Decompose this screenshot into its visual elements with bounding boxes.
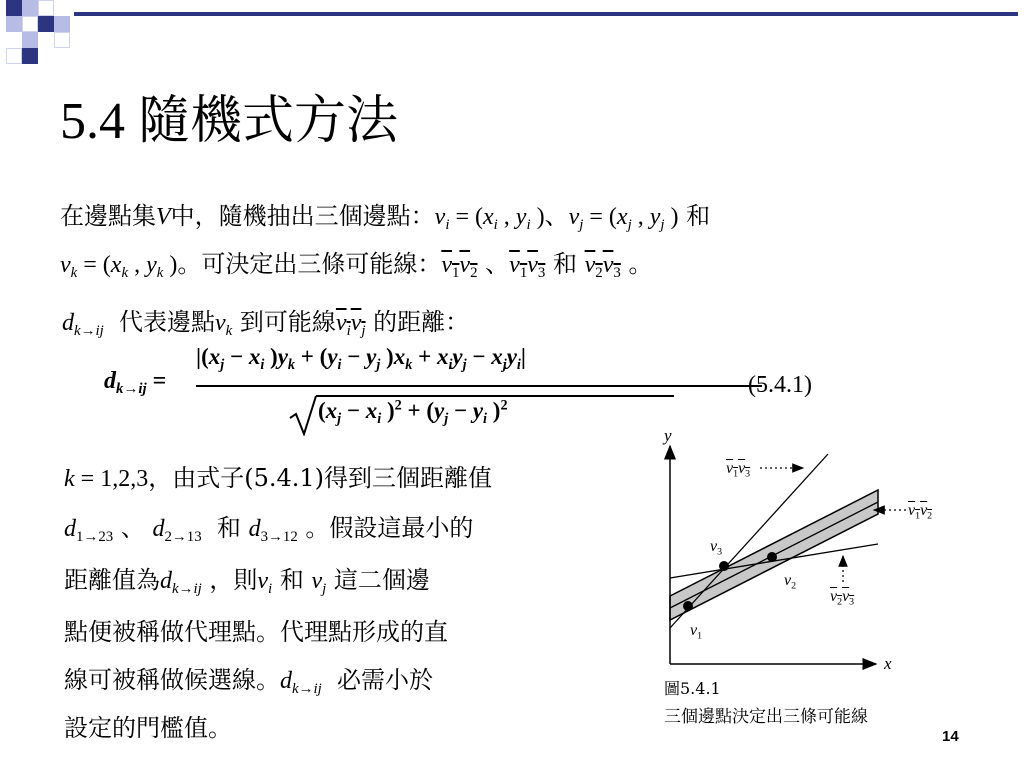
text: 。假設這最小的 bbox=[305, 514, 474, 542]
text: 在邊點集 bbox=[60, 202, 156, 230]
label-v2v3: $v_2v_3$ bbox=[830, 588, 855, 608]
header-rule bbox=[74, 12, 1018, 16]
equation-number: (5.4.1) bbox=[748, 372, 812, 398]
corner-square bbox=[54, 32, 70, 48]
text: ，由式子(5.4.1)得到三個距離值 bbox=[148, 464, 492, 492]
vk-definition: $v_k = (x_k$ , $y_k$ ) bbox=[60, 252, 178, 282]
set-V: V bbox=[156, 204, 171, 230]
text: 距離值為 bbox=[64, 566, 160, 594]
text: ，則 bbox=[209, 566, 258, 594]
vi-definition: $v_i = (x_i$ , $y_i$ ) bbox=[434, 204, 545, 234]
figure-5-4-1 bbox=[640, 420, 1020, 720]
page-number: 14 bbox=[942, 728, 959, 745]
text: 中，隨機抽出三個邊點： bbox=[170, 202, 435, 230]
paragraph2-line-2 bbox=[64, 508, 474, 546]
corner-square bbox=[22, 48, 38, 64]
corner-square bbox=[54, 16, 70, 32]
d1-symbol: $d_{1\to 23}$ bbox=[64, 516, 114, 546]
label-v1v3: $v_1v_3$ bbox=[726, 460, 751, 480]
point-v3 bbox=[719, 561, 729, 571]
paragraph2-line-3 bbox=[64, 560, 430, 598]
text: 。可決定出三條可能線： bbox=[177, 250, 442, 278]
dk-symbol: $d_{k\to ij}$ bbox=[280, 668, 322, 698]
fraction-bar bbox=[196, 385, 762, 387]
text: 的距離： bbox=[373, 308, 470, 336]
corner-square bbox=[38, 0, 54, 16]
point-v1-label: $v_1$ bbox=[690, 622, 703, 642]
paragraph2-line-4: 點便被稱做代理點。代理點形成的直 bbox=[64, 618, 448, 646]
sqrt-overline bbox=[316, 395, 674, 397]
d3-symbol: $d_{3\to 12}$ bbox=[248, 516, 298, 546]
separator: 、 bbox=[485, 250, 510, 278]
text: 必需小於 bbox=[337, 666, 434, 694]
line-v2v3: $v_2v_3$ bbox=[584, 252, 621, 282]
paragraph2-line-6: 設定的門檻值。 bbox=[64, 714, 232, 742]
line-v1v3: $v_1v_3$ bbox=[509, 252, 546, 282]
text: 線可被稱做候選線。 bbox=[64, 666, 280, 694]
separator: 、 bbox=[544, 202, 569, 230]
point-v3-label: $v_3$ bbox=[710, 538, 723, 558]
k-values: k = 1,2,3 bbox=[64, 466, 149, 492]
label-v1v2: $v_1v_2$ bbox=[908, 502, 933, 522]
conjunction: 和 bbox=[216, 514, 241, 542]
vk-symbol: $v_k$ bbox=[215, 310, 233, 340]
paragraph2-line-1 bbox=[64, 458, 492, 493]
paragraph-line-2 bbox=[60, 244, 653, 282]
equation-denominator: ($x_j - x_i$ )$^2 + (y_j - y_i$ )$^2$ bbox=[318, 397, 508, 427]
vj-symbol: $v_j$ bbox=[311, 568, 327, 598]
vj-definition: $v_j = (x_j$ , $y_j$ ) bbox=[568, 204, 679, 234]
paragraph2-line-5 bbox=[64, 660, 434, 698]
corner-square bbox=[6, 0, 22, 16]
point-v2 bbox=[767, 552, 777, 562]
separator: 、 bbox=[120, 514, 145, 542]
point-v1 bbox=[683, 601, 693, 611]
vi-symbol: $v_i$ bbox=[257, 568, 273, 598]
figure-caption-text: 三個邊點決定出三條可能線 bbox=[664, 707, 868, 727]
line-vivj: $v_iv_j$ bbox=[335, 310, 366, 340]
conjunction: 和 bbox=[552, 250, 577, 278]
d2-symbol: $d_{2\to 13}$ bbox=[152, 516, 202, 546]
corner-square bbox=[38, 16, 54, 32]
corner-square bbox=[22, 0, 38, 16]
point-v2-label: $v_2$ bbox=[784, 572, 797, 592]
figure-caption-number: 圖5.4.1 bbox=[664, 679, 721, 698]
sqrt-sign bbox=[288, 392, 318, 436]
text: 到可能線 bbox=[239, 308, 336, 336]
definition-line bbox=[62, 302, 470, 340]
conjunction: 和 bbox=[279, 566, 304, 594]
equation-lhs: $d_{k\to ij}$ = bbox=[104, 368, 167, 398]
corner-square bbox=[22, 16, 38, 32]
dmin-symbol: $d_{k\to ij}$ bbox=[160, 568, 202, 598]
slide-title: 5.4 隨機式方法 bbox=[60, 93, 399, 150]
axis-x-label: x bbox=[884, 654, 892, 673]
corner-square bbox=[6, 16, 22, 32]
text: 這二個邊 bbox=[333, 566, 430, 594]
text: 代表邊點 bbox=[119, 308, 216, 336]
equation-numerator: $|(x_j - x_i$ )$y_k + (y_i - y_j$ )$x_k + x_iy_j - x_jy_i|$ bbox=[196, 344, 526, 373]
corner-square bbox=[22, 32, 38, 48]
distance-symbol: $d_{k\to ij}$ bbox=[62, 310, 104, 340]
corner-square bbox=[6, 48, 22, 64]
paragraph-line-1 bbox=[60, 196, 711, 234]
period: 。 bbox=[628, 250, 653, 278]
conjunction: 和 bbox=[686, 202, 711, 230]
line-v1v2: $v_1v_2$ bbox=[441, 252, 478, 282]
axis-y-label: y bbox=[664, 426, 672, 445]
